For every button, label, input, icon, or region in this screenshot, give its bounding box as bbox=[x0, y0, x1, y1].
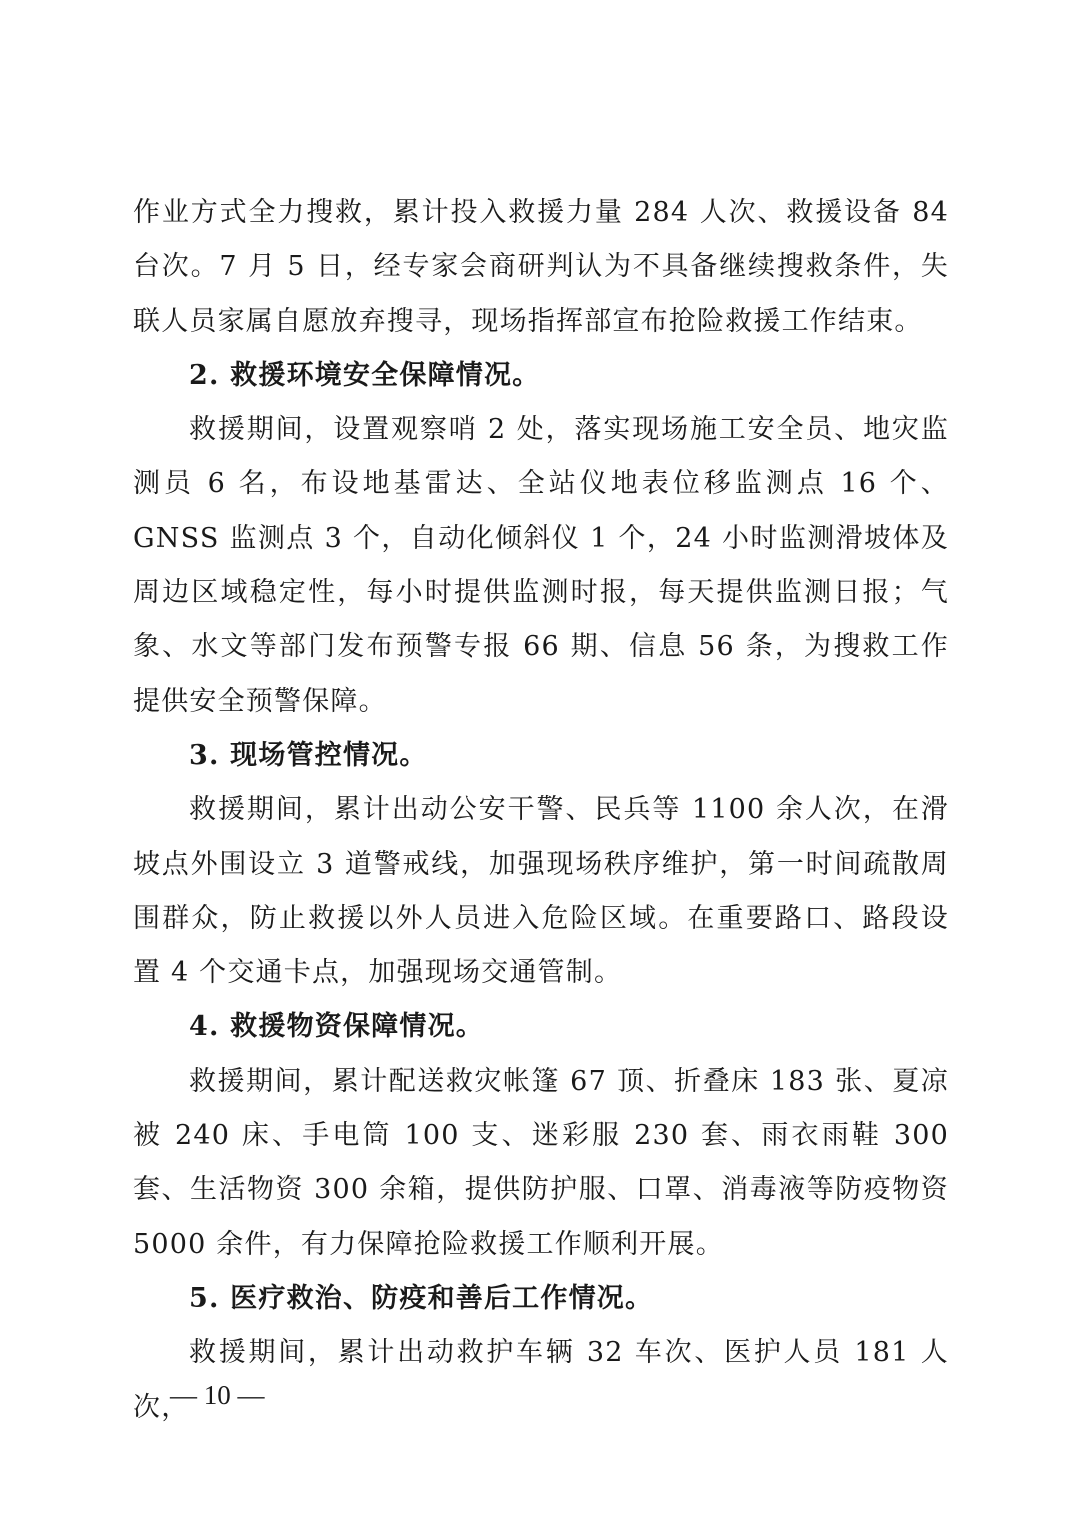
heading-site-control: 3. 现场管控情况。 bbox=[189, 739, 428, 771]
paragraph-site-control: 救援期间，累计出动公安干警、民兵等 1100 余人次，在滑坡点外围设立 3 道警戒线，加强现场秩序维护，第一时间疏散周围群众，防止救援以外人员进入危险区域。在重要路口、路段设置 4 个交通卡点，加强现场交通管制。 bbox=[133, 794, 949, 989]
paragraph-medical: 救援期间，累计出动救护车辆 32 车次、医护人员 181 人次， bbox=[133, 1337, 949, 1423]
paragraph-supplies: 救援期间，累计配送救灾帐篷 67 顶、折叠床 183 张、夏凉被 240 床、手电筒 100 支、迷彩服 230 套、雨衣雨鞋 300 套、生活物资 300 余箱，提供防护服、口罩、消毒液等防疫物资 5000 余件，有力保障抢险救援工作顺利开展。 bbox=[133, 1065, 949, 1260]
heading-safety-guarantee: 2. 救援环境安全保障情况。 bbox=[189, 359, 541, 391]
paragraph-continuation: 作业方式全力搜救，累计投入救援力量 284 人次、救援设备 84 台次。7 月 5 日，经专家会商研判认为不具备继续搜救条件，失联人员家属自愿放弃搜寻，现场指挥部宣布抢险救援工作结束。 bbox=[133, 197, 949, 337]
page-number: — 10 — bbox=[170, 1380, 265, 1410]
heading-supplies: 4. 救援物资保障情况。 bbox=[189, 1011, 484, 1043]
heading-medical: 5. 医疗救治、防疫和善后工作情况。 bbox=[189, 1282, 654, 1314]
paragraph-safety-guarantee: 救援期间，设置观察哨 2 处，落实现场施工安全员、地灾监测员 6 名，布设地基雷达、全站仪地表位移监测点 16 个、GNSS 监测点 3 个，自动化倾斜仪 1 个，24 小时监测滑坡体及周边区域稳定性，每小时提供监测时报，每天提供监测日报；气象、水文等部门发布预警专报 66 期、信息 56 条，为搜救工作提供安全预警保障。 bbox=[133, 414, 949, 717]
body-text bbox=[133, 186, 949, 1435]
